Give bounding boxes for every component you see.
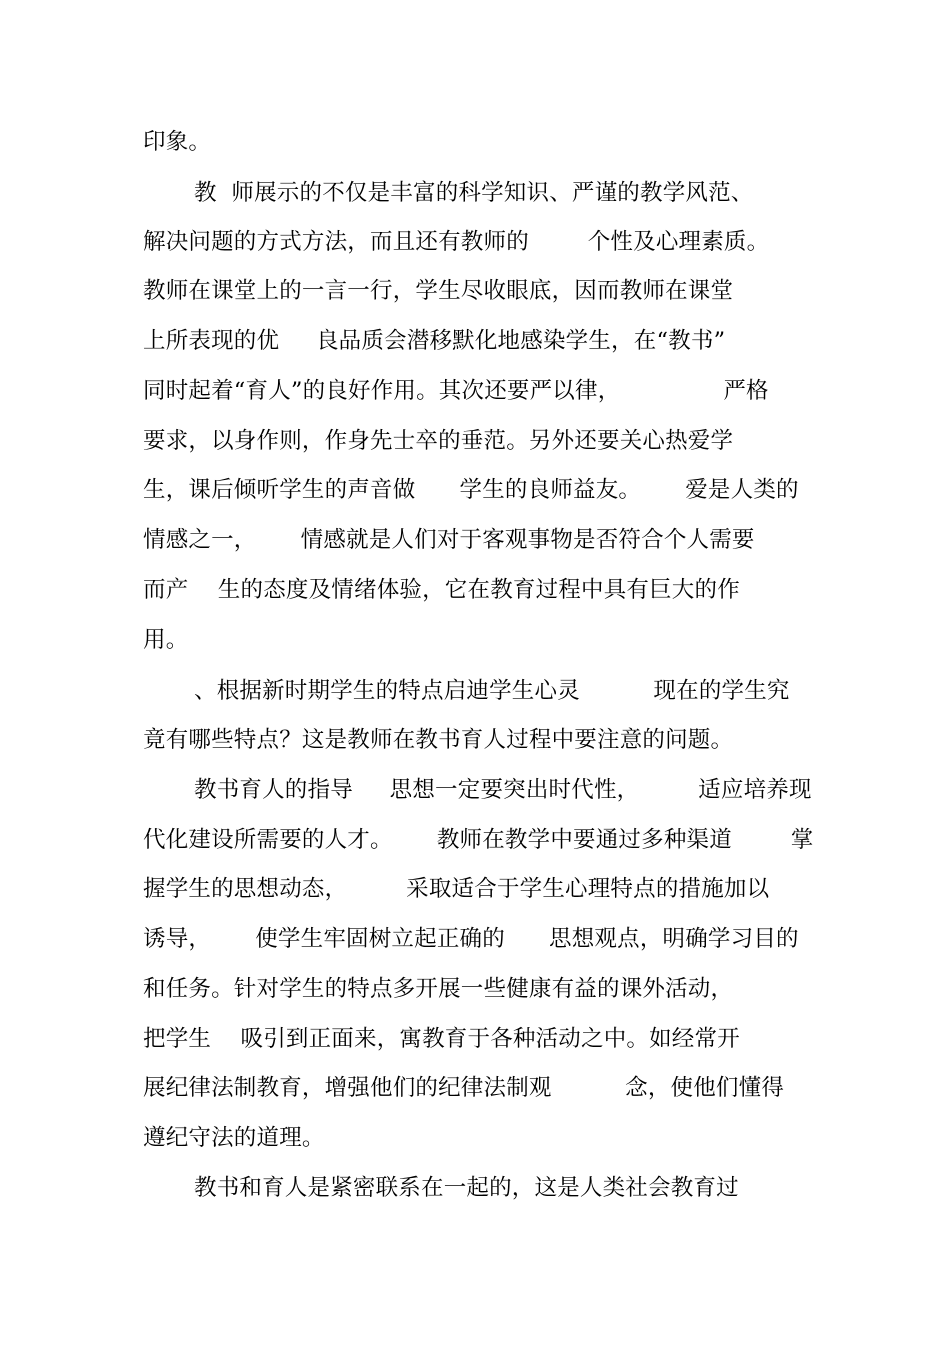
text-line: 把学生 吸引到正面来，寓教育于各种活动之中。如经常开 bbox=[143, 1026, 740, 1052]
text-line: 上所表现的优 良品质会潜移默化地感染学生，在“教书” bbox=[143, 328, 726, 354]
text-line: 展纪律法制教育，增强他们的纪律法制观 念，使他们懂得 bbox=[143, 1075, 785, 1101]
text-line: 和任务。针对学生的特点多开展一些健康有益的课外活动， bbox=[143, 976, 734, 1002]
text-line: 教师在课堂上的一言一行，学生尽收眼底，因而教师在课堂 bbox=[143, 278, 734, 304]
text-line: 同时起着“育人”的良好作用。其次还要严以律， 严格 bbox=[143, 378, 769, 404]
text-line: 而产 生的态度及情绪体验，它在教育过程中具有巨大的作 bbox=[143, 577, 740, 603]
text-line: 生，课后倾听学生的声音做 学生的良师益友。 爱是人类的 bbox=[143, 477, 799, 503]
text-line: 要求，以身作则，作身先士卒的垂范。另外还要关心热爱学 bbox=[143, 428, 734, 454]
text-line: 情感之一， 情感就是人们对于客观事物是否符合个人需要 bbox=[143, 527, 755, 553]
paragraph-first-line: 教书育人的指导 思想一定要突出时代性， 适应培养现 bbox=[194, 777, 812, 803]
text-line: 代化建设所需要的人才。 教师在教学中要通过多种渠道 掌 bbox=[143, 827, 814, 853]
paragraph-first-line: 、根据新时期学生的特点启迪学生心灵 现在的学生究 bbox=[194, 678, 790, 704]
text-line: 解决问题的方式方法，而且还有教师的 个性及心理素质。 bbox=[143, 229, 770, 255]
text-line: 遵纪守法的道理。 bbox=[143, 1125, 325, 1151]
text-line: 用。 bbox=[143, 627, 189, 653]
paragraph-first-line: 教 师展示的不仅是丰富的科学知识、严谨的教学风范、 bbox=[194, 180, 754, 206]
paragraph-first-line: 教书和育人是紧密联系在一起的，这是人类社会教育过 bbox=[194, 1175, 739, 1201]
text-line: 诱导， 使学生牢固树立起正确的 思想观点，明确学习目的 bbox=[143, 926, 799, 952]
text-line: 握学生的思想动态， 采取适合于学生心理特点的措施加以 bbox=[143, 876, 770, 902]
text-line: 竟有哪些特点？这是教师在教书育人过程中要注意的问题。 bbox=[143, 727, 734, 753]
text-line: 印象。 bbox=[143, 129, 212, 155]
